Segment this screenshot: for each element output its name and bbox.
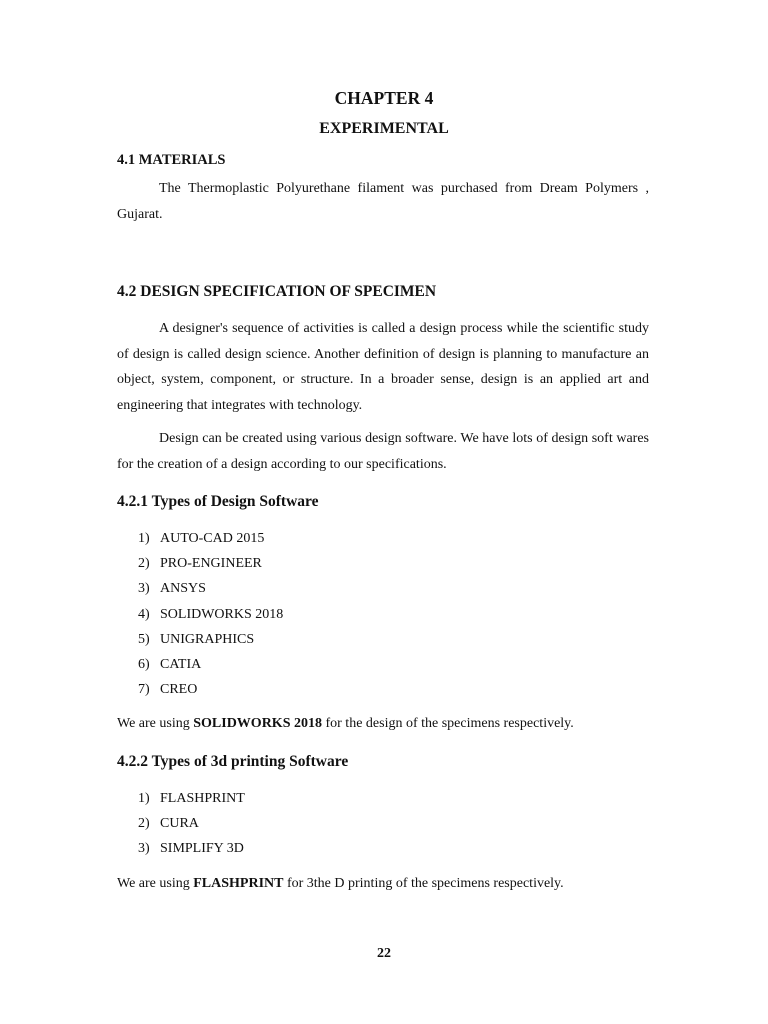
materials-paragraph: The Thermoplastic Polyurethane filament was purchased from Dream Polymers , Gujarat. bbox=[117, 181, 649, 222]
chapter-title: CHAPTER 4 bbox=[334, 88, 434, 108]
list-item: 3) ANSYS bbox=[138, 581, 206, 597]
list-item: 2) PRO-ENGINEER bbox=[138, 556, 262, 572]
chapter-subtitle: EXPERIMENTAL bbox=[319, 120, 449, 137]
materials-heading: 4.1 MATERIALS bbox=[117, 152, 226, 168]
printing-software-heading: 4.2.2 Types of 3d printing Software bbox=[117, 753, 349, 770]
list-item: 6) CATIA bbox=[138, 656, 202, 672]
printing-software-list bbox=[138, 786, 245, 862]
design-software-heading: 4.2.1 Types of Design Software bbox=[117, 493, 319, 510]
list-item: 3) SIMPLIFY 3D bbox=[138, 841, 244, 857]
page-number: 22 bbox=[377, 946, 391, 961]
list-item: 7) CREO bbox=[138, 682, 198, 698]
list-item: 2) CURA bbox=[138, 816, 199, 832]
design-spec-heading: 4.2 DESIGN SPECIFICATION OF SPECIMEN bbox=[117, 283, 437, 300]
design-spec-paragraph-2: Design can be created using various design software. We have lots of design soft wares for the creation of a design according to our specifications. bbox=[117, 431, 649, 472]
design-spec-paragraph-1: A designer's sequence of activities is called a design process while the scientific study of design is called design science. Another definition of design is planning to manufacture an object, system, component, or structure. In a broader sense, design is an applied art and engineering that integrates with technology. bbox=[117, 321, 649, 413]
design-software-list bbox=[138, 526, 283, 702]
list-item: 4) SOLIDWORKS 2018 bbox=[138, 606, 284, 622]
list-item: 1) FLASHPRINT bbox=[138, 791, 245, 806]
design-software-sentence: We are using SOLIDWORKS 2018 for the design of the specimens respectively. bbox=[117, 716, 574, 731]
printing-software-sentence: We are using FLASHPRINT for 3the D printing of the specimens respectively. bbox=[117, 876, 564, 891]
list-item: 5) UNIGRAPHICS bbox=[138, 631, 255, 647]
list-item: 1) AUTO-CAD 2015 bbox=[138, 531, 265, 546]
